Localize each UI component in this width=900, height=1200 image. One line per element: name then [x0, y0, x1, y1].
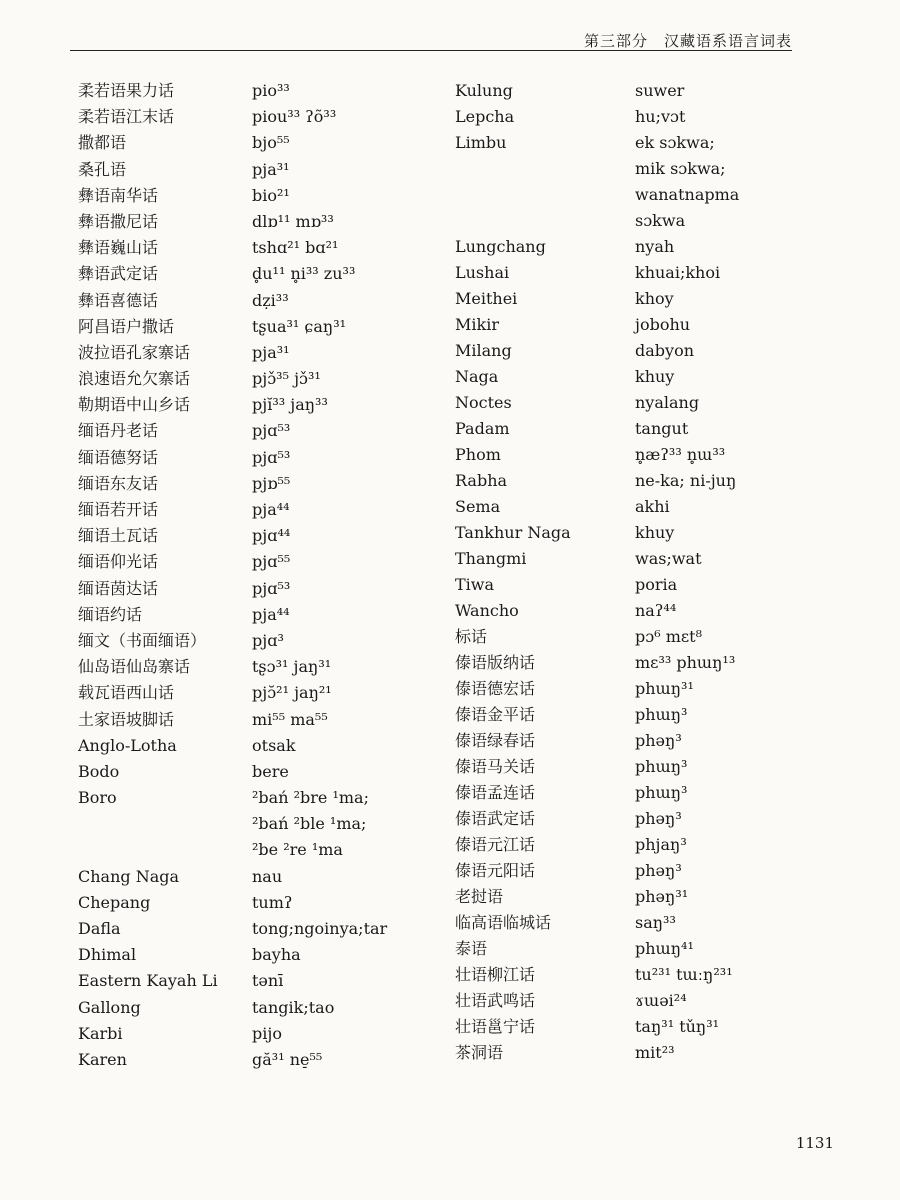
word-entry: [78, 892, 448, 918]
word-form: pja⁴⁴: [252, 500, 290, 519]
word-form: mɛ³³ phɯŋ¹³: [635, 653, 736, 672]
language-name: Tiwa: [455, 575, 495, 594]
word-entry: [78, 630, 448, 656]
word-form: pɔ⁶ mɛt⁸: [635, 627, 703, 646]
word-form: phɯŋ⁴¹: [635, 939, 694, 958]
word-form: phəŋ³: [635, 809, 682, 828]
word-form: ²bań ²ble ¹ma;: [252, 814, 367, 834]
language-name: 彝语南华话: [78, 185, 159, 205]
word-entry: [455, 496, 845, 522]
word-entry: [78, 525, 448, 551]
language-name: 傣语版纳话: [455, 653, 536, 672]
word-entry: [455, 964, 845, 990]
word-entry: [78, 997, 448, 1023]
language-name: Sema: [455, 497, 501, 516]
word-form: tangut: [635, 419, 689, 438]
language-name: Padam: [455, 419, 510, 438]
language-name: Rabha: [455, 471, 508, 490]
word-form: pjɒ⁵⁵: [252, 473, 291, 493]
word-form: tu²³¹ tɯːŋ²³¹: [635, 965, 733, 984]
word-form: poria: [635, 575, 678, 594]
word-entry: [455, 600, 845, 626]
word-entry: [455, 808, 845, 834]
language-name: 柔若语果力话: [78, 81, 175, 100]
word-entry: [455, 262, 845, 288]
language-name: 阿昌语户撒话: [78, 316, 175, 336]
language-name: 临高语临城话: [455, 913, 552, 932]
word-entry: [455, 1042, 845, 1068]
language-name: 缅语德努话: [78, 447, 159, 467]
word-entry: [455, 730, 845, 756]
word-form: tong;ngoinya;tar: [252, 919, 388, 938]
word-form: pjĭ³³ jaŋ³³: [252, 395, 328, 415]
language-name: 傣语金平话: [455, 705, 536, 724]
word-entry: [78, 787, 448, 813]
word-entry: [78, 159, 448, 185]
language-name: 缅语丹老话: [78, 421, 159, 441]
word-form: mit²³: [635, 1043, 675, 1062]
word-form: akhi: [635, 497, 670, 516]
word-form: was;wat: [635, 549, 702, 568]
word-form: tənī: [252, 971, 284, 991]
word-entry: [78, 290, 448, 316]
word-entry: [78, 80, 448, 106]
language-name: 桑孔语: [78, 159, 127, 179]
word-form: khuy: [635, 367, 675, 386]
word-entry: [78, 394, 448, 420]
word-form: phəŋ³: [635, 731, 682, 750]
language-name: Dhimal: [78, 945, 137, 965]
word-form: phɯŋ³¹: [635, 679, 694, 698]
word-form: phɯŋ³: [635, 705, 688, 724]
word-entry: [455, 210, 845, 236]
word-form: phɯŋ³: [635, 783, 688, 802]
word-form: bere: [252, 761, 289, 781]
word-form: pjɑ⁵³: [252, 578, 291, 598]
word-entry: [78, 368, 448, 394]
language-name: 仙岛语仙岛寨话: [78, 657, 191, 677]
language-name: Meithei: [455, 289, 518, 308]
word-entry: [455, 626, 845, 652]
language-name: Lungchang: [455, 237, 546, 256]
language-name: 柔若语江末话: [78, 107, 175, 127]
word-entry: [78, 499, 448, 525]
right-column: [455, 80, 845, 1068]
word-form: ²bań ²bre ¹ma;: [252, 788, 369, 808]
language-name: 缅语茵达话: [78, 578, 159, 598]
header-rule: [70, 50, 792, 51]
language-name: 傣语元江话: [455, 835, 536, 854]
word-entry: [78, 735, 448, 761]
word-entry: [78, 185, 448, 211]
word-form: taŋ³¹ tǔŋ³¹: [635, 1017, 720, 1036]
language-name: Mikir: [455, 315, 499, 334]
word-form: jobohu: [635, 315, 691, 334]
word-entry: [78, 316, 448, 342]
language-name: 波拉语孔家寨话: [78, 342, 191, 362]
word-entry: [455, 782, 845, 808]
word-entry: [455, 158, 845, 184]
left-column: [78, 80, 448, 1075]
word-form: piou³³ ʔõ³³: [252, 107, 337, 127]
word-entry: [455, 314, 845, 340]
word-form: tangik;tao: [252, 997, 335, 1017]
word-form: suwer: [635, 81, 685, 100]
language-name: Phom: [455, 445, 501, 464]
word-entry: [455, 444, 845, 470]
language-name: Gallong: [78, 997, 141, 1017]
word-entry: [78, 970, 448, 996]
word-form: saŋ³³: [635, 913, 676, 932]
word-entry: [455, 652, 845, 678]
word-entry: [78, 944, 448, 970]
language-name: 缅文（书面缅语）: [78, 630, 207, 650]
word-entry: [78, 237, 448, 263]
word-form: dlɒ¹¹ mɒ³³: [252, 211, 334, 231]
word-form: pja³¹: [252, 342, 290, 362]
language-name: 傣语绿春话: [455, 731, 536, 750]
language-name: 彝语巍山话: [78, 238, 159, 258]
language-name: 缅语若开话: [78, 500, 159, 519]
language-name: 傣语德宏话: [455, 679, 536, 698]
language-name: 标话: [455, 627, 488, 646]
word-entry: [78, 132, 448, 158]
word-form: phjaŋ³: [635, 835, 687, 854]
word-form: mi⁵⁵ ma⁵⁵: [252, 709, 328, 729]
word-form: pjɔ̌³⁵ jɔ̌³¹: [252, 369, 321, 389]
word-entry: [78, 839, 448, 865]
language-name: 撒都语: [78, 133, 127, 153]
language-name: 老挝语: [455, 887, 504, 906]
word-form: pjɑ³: [252, 630, 284, 650]
word-entry: [455, 886, 845, 912]
word-form: pja³¹: [252, 159, 290, 179]
word-form: ɤɯəi²⁴: [635, 991, 687, 1010]
language-name: Karen: [78, 1049, 127, 1069]
word-form: khuai;khoi: [635, 263, 721, 282]
language-name: 泰语: [455, 939, 488, 958]
language-name: 缅语仰光话: [78, 552, 159, 572]
word-form: tshɑ²¹ bɑ²¹: [252, 238, 339, 258]
word-entry: [78, 420, 448, 446]
language-name: Dafla: [78, 919, 121, 938]
word-entry: [455, 704, 845, 730]
language-name: Milang: [455, 341, 512, 360]
language-name: 缅语约话: [78, 604, 143, 624]
language-name: 勒期语中山乡话: [78, 395, 191, 415]
word-entry: [455, 132, 845, 158]
word-entry: [455, 678, 845, 704]
word-entry: [455, 548, 845, 574]
word-entry: [455, 522, 845, 548]
language-name: 缅语东友话: [78, 473, 159, 493]
word-form: khoy: [635, 289, 674, 308]
word-entry: [78, 866, 448, 892]
word-form: nyah: [635, 237, 675, 256]
language-name: Wancho: [455, 601, 519, 620]
word-entry: [78, 918, 448, 944]
language-name: Naga: [455, 367, 499, 386]
word-form: nau: [252, 866, 283, 886]
word-entry: [455, 1016, 845, 1042]
word-form: dabyon: [635, 341, 694, 360]
language-name: 浪速语允欠寨话: [78, 369, 191, 389]
language-name: Eastern Kayah Li: [78, 971, 218, 991]
language-name: 缅语土瓦话: [78, 526, 159, 546]
language-name: Boro: [78, 788, 117, 808]
word-entry: [455, 366, 845, 392]
word-entry: [78, 473, 448, 499]
word-entry: [78, 813, 448, 839]
word-entry: [78, 551, 448, 577]
word-entry: [78, 211, 448, 237]
language-name: 彝语武定话: [78, 264, 159, 284]
word-entry: [78, 709, 448, 735]
word-entry: [455, 106, 845, 132]
word-form: pio³³: [252, 81, 290, 100]
word-form: sɔkwa: [635, 211, 686, 230]
language-name: 壮语武鸣话: [455, 991, 536, 1010]
word-form: khuy: [635, 523, 675, 542]
word-form: ek sɔkwa;: [635, 133, 715, 152]
word-entry: [78, 1049, 448, 1075]
word-form: pjɑ⁵⁵: [252, 552, 291, 572]
language-name: 壮语柳江话: [455, 965, 536, 984]
page-number: 1131: [795, 1134, 834, 1152]
word-form: phəŋ³: [635, 861, 682, 880]
language-name: Limbu: [455, 133, 507, 152]
word-form: pjɑ⁵³: [252, 421, 291, 441]
word-form: phɯŋ³: [635, 757, 688, 776]
language-name: Chepang: [78, 892, 151, 912]
word-entry: [455, 574, 845, 600]
word-entry: [78, 263, 448, 289]
word-form: ²be ²re ¹ma: [252, 840, 343, 860]
word-entry: [78, 106, 448, 132]
language-name: Karbi: [78, 1023, 123, 1043]
word-form: mik sɔkwa;: [635, 159, 726, 178]
language-name: 载瓦语西山话: [78, 683, 175, 703]
word-form: tʂɔ³¹ jaŋ³¹: [252, 657, 332, 677]
word-form: bjo⁵⁵: [252, 133, 290, 153]
language-name: Lushai: [455, 263, 510, 282]
word-entry: [455, 756, 845, 782]
word-entry: [455, 184, 845, 210]
word-form: tumʔ: [252, 892, 293, 912]
language-name: Chang Naga: [78, 866, 180, 886]
language-name: Lepcha: [455, 107, 515, 126]
language-name: Thangmi: [455, 549, 527, 568]
word-form: otsak: [252, 735, 296, 755]
language-name: Anglo-Lotha: [78, 735, 177, 755]
word-form: dẓi³³: [252, 290, 289, 310]
word-entry: [78, 1023, 448, 1049]
word-entry: [455, 392, 845, 418]
language-name: 傣语孟连话: [455, 783, 536, 802]
word-entry: [78, 447, 448, 473]
language-name: 茶洞语: [455, 1043, 504, 1062]
word-entry: [455, 288, 845, 314]
word-entry: [455, 340, 845, 366]
word-form: nyalang: [635, 393, 700, 412]
word-form: gă³¹ ne̠⁵⁵: [252, 1049, 323, 1069]
word-entry: [455, 860, 845, 886]
language-name: Bodo: [78, 761, 120, 781]
word-entry: [78, 342, 448, 368]
language-name: 彝语撒尼话: [78, 211, 159, 231]
language-name: Noctes: [455, 393, 512, 412]
word-entry: [78, 656, 448, 682]
word-form: pja⁴⁴: [252, 604, 290, 624]
language-name: Tankhur Naga: [455, 523, 571, 542]
word-entry: [78, 682, 448, 708]
language-name: 壮语邕宁话: [455, 1017, 536, 1036]
word-form: phəŋ³¹: [635, 887, 689, 906]
word-form: bayha: [252, 945, 301, 965]
word-entry: [78, 578, 448, 604]
word-form: wanatnapma: [635, 185, 740, 204]
word-entry: [455, 938, 845, 964]
word-entry: [455, 80, 845, 106]
word-entry: [455, 990, 845, 1016]
word-form: bio²¹: [252, 185, 290, 205]
word-entry: [455, 418, 845, 444]
language-name: 傣语武定话: [455, 809, 536, 828]
word-form: hu;vɔt: [635, 107, 686, 126]
language-name: 彝语喜德话: [78, 290, 159, 310]
word-entry: [78, 761, 448, 787]
header-title: 第三部分 汉藏语系语言词表: [583, 32, 792, 50]
word-form: pjɑ⁵³: [252, 447, 291, 467]
word-form: pijo: [252, 1023, 282, 1043]
word-form: pjɔ̆²¹ jaŋ²¹: [252, 683, 332, 703]
word-form: naʔ⁴⁴: [635, 601, 677, 620]
language-name: Kulung: [455, 81, 513, 100]
word-form: ne-ka; ni-juŋ: [635, 471, 737, 490]
word-form: n̥æʔ³³ n̥ɯ³³: [635, 445, 726, 464]
word-entry: [455, 912, 845, 938]
word-entry: [455, 236, 845, 262]
word-form: pjɑ⁴⁴: [252, 526, 291, 546]
language-name: 土家语坡脚话: [78, 709, 175, 729]
language-name: 傣语马关话: [455, 757, 536, 776]
word-entry: [455, 470, 845, 496]
word-entry: [455, 834, 845, 860]
language-name: 傣语元阳话: [455, 861, 536, 880]
word-form: tʂua³¹ ɕaŋ³¹: [252, 316, 347, 336]
word-entry: [78, 604, 448, 630]
word-form: d̥u¹¹ n̥i³³ zu³³: [252, 264, 356, 284]
